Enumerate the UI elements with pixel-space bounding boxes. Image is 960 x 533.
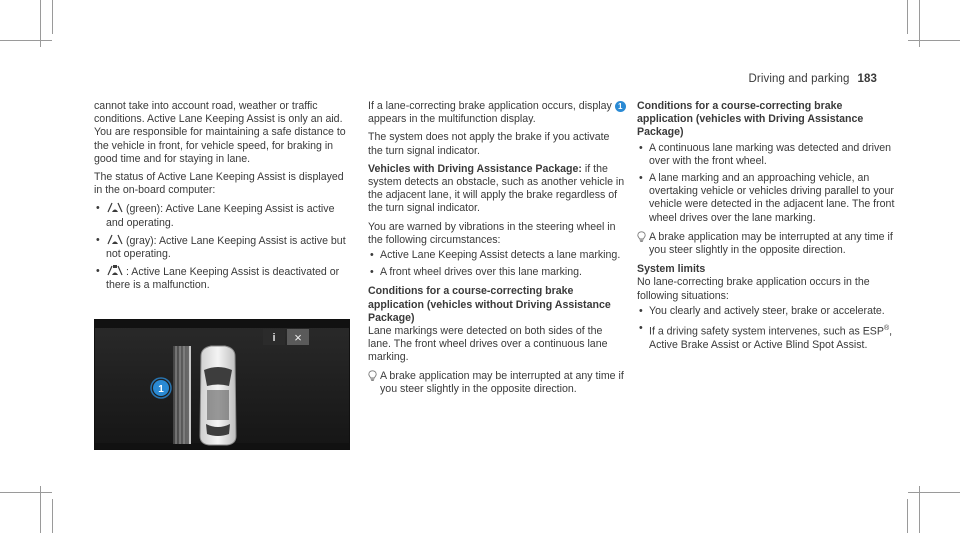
crop-mark [908,492,960,493]
list-item [637,322,899,352]
registered-mark: ® [883,325,890,333]
list-item: • Active Lane Keeping Assist detects a lane marking. [368,249,626,262]
crop-mark [52,499,53,533]
close-icon: × [294,330,302,345]
list-item [94,202,350,229]
crop-mark [52,0,53,34]
crop-mark [40,486,41,533]
note-icon [637,231,646,242]
display-illustration [95,320,350,450]
page-number: 183 [857,73,877,85]
crop-mark [0,492,52,493]
lane-keeping-green-icon [106,202,124,213]
text: appears in the multifunction display. [368,113,536,126]
crop-mark [907,499,908,533]
note-text: A brake application may be interrupted at any time if you steer slightly in the opposite direction. [380,369,624,395]
paragraph [368,100,626,126]
text: , Active Brake Assist or Active Blind Spot Assist. [649,325,893,351]
crop-mark [919,486,920,533]
paragraph: The system does not apply the brake if you activate the turn signal indicator. [368,131,610,157]
paragraph: You are warned by vibrations in the steering wheel in the following circumstances: [368,220,616,246]
note [368,370,626,396]
section-heading: Conditions for a course-correcting brake application (vehicles with Driving Assistance Package) [637,100,864,139]
crop-mark [908,40,960,41]
list-item: • A lane marking and an approaching vehicle, an overtaking vehicle or vehicles driving parallel to your vehicle were detected in the adjacent lane. The front wheel drives over the lane marking. [637,172,899,225]
list-item-text: : Active Lane Keeping Assist is deactivated or there is a malfunction. [106,266,340,292]
callout-badge [151,378,171,398]
paragraph: cannot take into account road, weather or traffic conditions. Active Lane Keeping Assist is only an aid. You are responsible for maintaining a safe distance to the vehicle in front, for vehicle speed, for braking in good time and for staying in lane. [94,100,346,165]
conditions-list [637,142,899,225]
callout-number: 1 [158,384,164,395]
paragraph: Lane markings were detected on both sides of the lane. The front wheel drives over a continuous lane marking. [368,325,608,364]
paragraph: The status of Active Lane Keeping Assist is displayed in the on-board computer: [94,171,344,197]
list-item-text: (gray): Active Lane Keeping Assist is active but not operating. [106,234,346,261]
section-title: Driving and parking [748,73,850,85]
note [637,231,899,257]
text: if the system detects an obstacle, such as another vehicle in the adjacent lane, it will apply the brake regardless of the turn signal indicator. [368,162,625,215]
column-2 [368,100,626,396]
column-1 [94,100,350,297]
lane-keeping-off-icon [106,265,124,276]
text: If a driving safety system intervenes, such as ESP [649,325,884,338]
list-item: • You clearly and actively steer, brake or accelerate. [637,305,899,318]
list-item-text: (green): Active Lane Keeping Assist is active and operating. [106,203,335,229]
text: If a lane-correcting brake application occurs, display [368,100,612,112]
list-item [94,234,350,261]
info-button[interactable] [263,329,285,345]
warning-list [368,249,626,279]
section-heading: Conditions for a course-correcting brake application (vehicles without Driving Assistance Package) [368,285,611,324]
crop-mark [907,0,908,34]
lane-keeping-gray-icon [106,234,124,245]
column-3 [637,100,899,356]
running-header [749,73,877,85]
callout-badge-inline: 1 [615,101,626,112]
crop-mark [0,40,52,41]
paragraph [368,163,626,216]
status-list [94,202,350,292]
list-item: • A continuous lane marking was detected and driven over with the front wheel. [637,142,899,168]
list-item: • A front wheel drives over this lane marking. [368,266,626,279]
note-text: A brake application may be interrupted at any time if you steer slightly in the opposite direction. [649,230,893,257]
car-icon [200,346,236,445]
list-item [94,265,350,292]
note-icon [368,370,377,381]
info-icon: i [272,332,276,344]
limits-list [637,305,899,352]
close-button[interactable] [287,329,309,345]
lane-marking-left [173,346,189,444]
paragraph: No lane-correcting brake application occurs in the following situations: [637,276,870,302]
section-heading: System limits [637,263,706,276]
multifunction-display-image [94,319,350,450]
bold-lead: Vehicles with Driving Assistance Package: [368,162,582,175]
